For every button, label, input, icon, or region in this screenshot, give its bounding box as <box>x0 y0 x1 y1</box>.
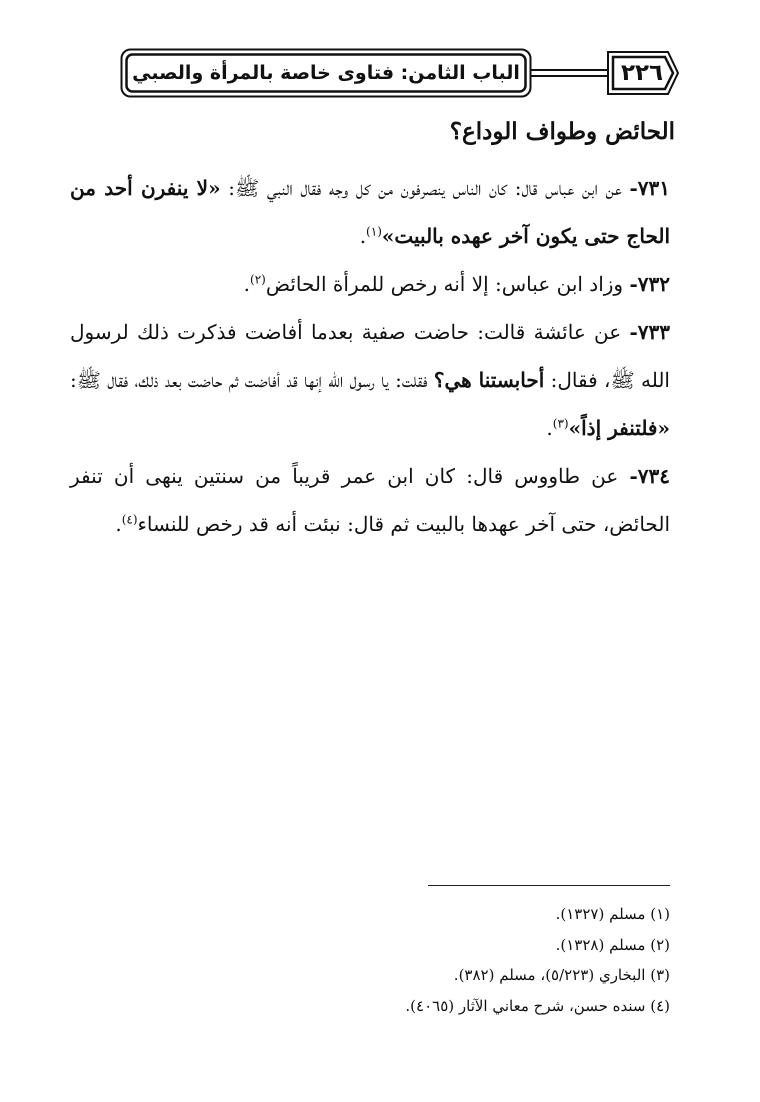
paragraph-text-middle: فقلت: يا رسول الله إنها قد أفاضت ثم حاضت بعد ذلك، فقال ﷺ: <box>70 368 434 392</box>
hadith-quote: «لا ينفرن أحد من الحاج حتى يكون آخر عهده بالبيت» <box>70 176 670 248</box>
page-header <box>120 48 680 98</box>
paragraph-text: عن ابن عباس قال: كان الناس ينصرفون من كل وجه فقال النبي ﷺ: <box>220 176 630 200</box>
footnote-divider <box>428 885 670 886</box>
paragraph-number: ٧٣٣- <box>629 320 670 344</box>
footnote-reference: (٢) <box>250 272 266 287</box>
footnote-reference: (٤) <box>121 512 138 527</box>
paragraph-end: . <box>359 224 367 248</box>
paragraph-text: عن طاووس قال: كان ابن عمر قريباً من سنتين ينهى أن تنفر الحائض، حتى آخر عهدها بالبيت ثم قال: نبئت أنه قد رخص للنساء <box>70 464 670 536</box>
footnotes <box>110 899 670 1021</box>
paragraph-number: ٧٣١- <box>629 176 671 200</box>
chapter-title: الباب الثامن: فتاوى خاصة بالمرأة والصبي <box>132 62 520 84</box>
footnote-2: (٢) مسلم (١٣٢٨). <box>555 935 670 954</box>
paragraph-number: ٧٣٤- <box>629 464 670 488</box>
footnote-3: (٣) البخاري (٥/٢٢٣)، مسلم (٣٨٢). <box>453 966 670 984</box>
paragraph-text: وزاد ابن عباس: إلا أنه رخص للمرأة الحائض <box>265 272 630 296</box>
paragraph-end: . <box>115 512 122 536</box>
paragraph-end: . <box>546 416 553 440</box>
footnote-reference: (٣) <box>552 416 569 431</box>
hadith-paragraph-731 <box>70 164 670 260</box>
hadith-quote-second: «فلتنفر إذاً» <box>568 416 670 440</box>
paragraph-text: عن عائشة قالت: حاضت صفية بعدما أفاضت فذكرت ذلك لرسول الله ﷺ، فقال: <box>70 320 670 392</box>
main-text <box>70 164 670 548</box>
page-number: ٢٢٦ <box>620 60 664 86</box>
footnote-1: (١) مسلم (١٣٢٧). <box>555 905 670 923</box>
hadith-quote: أحابستنا هي؟ <box>433 368 545 392</box>
footnote-4: (٤) سنده حسن، شرح معاني الآثار (٤٠٦٥). <box>405 996 670 1015</box>
hadith-paragraph-732 <box>70 260 670 308</box>
paragraph-number: ٧٣٢- <box>629 272 670 296</box>
hadith-paragraph-734 <box>70 452 670 548</box>
section-heading: الحائض وطواف الوداع؟ <box>449 118 675 145</box>
paragraph-end: . <box>243 272 251 296</box>
footnote-reference: (١) <box>366 224 382 239</box>
hadith-paragraph-733 <box>70 308 670 452</box>
